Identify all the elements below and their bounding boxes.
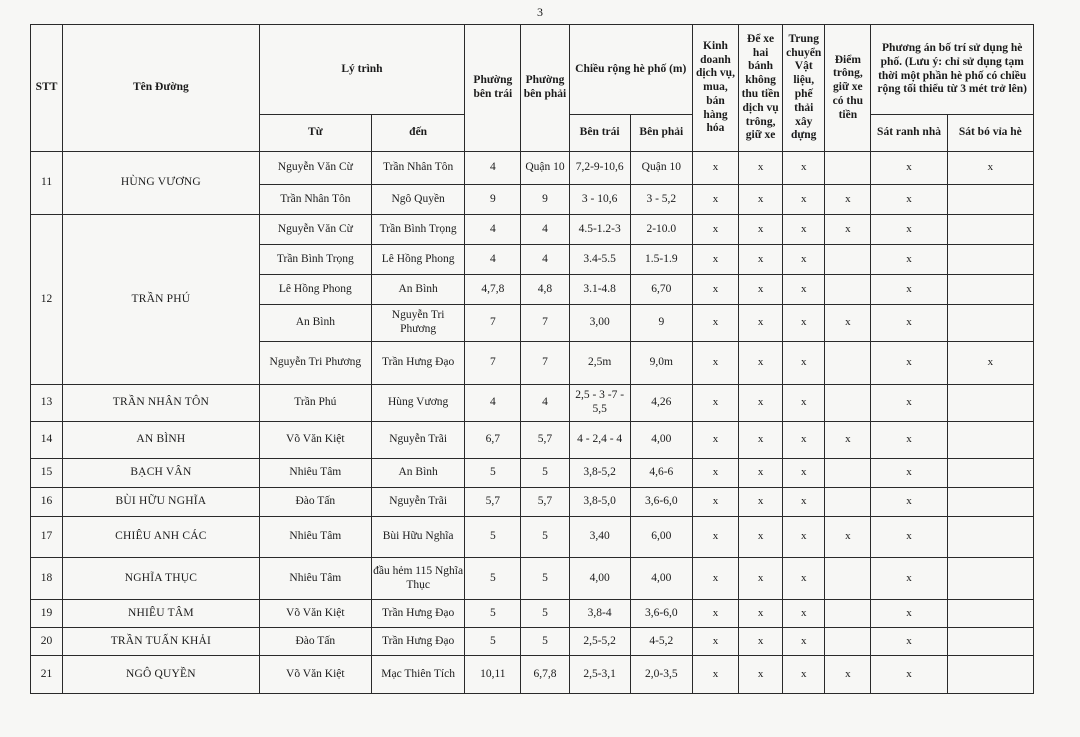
paid-parking-mark <box>825 275 871 305</box>
material-transfer-mark: x <box>783 600 825 628</box>
left-ward: 5 <box>465 459 521 488</box>
business-mark: x <box>692 517 738 558</box>
street-name: BẠCH VÂN <box>63 459 260 488</box>
business-mark: x <box>692 275 738 305</box>
header-material-transfer: Trung chuyển Vật liệu, phế thải xây dựng <box>783 25 825 152</box>
segment-from: Lê Hồng Phong <box>259 275 371 305</box>
material-transfer-mark: x <box>783 628 825 656</box>
header-right-side: Bên phải <box>630 115 692 152</box>
near-curb-mark <box>947 215 1033 245</box>
table-row <box>31 385 1034 422</box>
segment-from: Trần Phú <box>259 385 371 422</box>
right-ward: 5 <box>521 600 569 628</box>
business-mark: x <box>692 558 738 600</box>
segment-from: Nhiêu Tâm <box>259 558 371 600</box>
business-mark: x <box>692 459 738 488</box>
table-row <box>31 558 1034 600</box>
right-width: 3,6-6,0 <box>630 600 692 628</box>
segment-to: Hùng Vương <box>372 385 465 422</box>
business-mark: x <box>692 185 738 215</box>
near-curb-mark <box>947 275 1033 305</box>
near-curb-mark <box>947 422 1033 459</box>
near-house-mark: x <box>871 342 947 385</box>
right-ward: 5 <box>521 517 569 558</box>
street-number: 19 <box>31 600 63 628</box>
left-ward: 4 <box>465 215 521 245</box>
near-curb-mark <box>947 628 1033 656</box>
table-row <box>31 517 1034 558</box>
near-house-mark: x <box>871 152 947 185</box>
near-curb-mark <box>947 558 1033 600</box>
street-name: BÙI HỮU NGHĨA <box>63 488 260 517</box>
right-width: 2-10.0 <box>630 215 692 245</box>
near-curb-mark <box>947 305 1033 342</box>
segment-from: Nguyễn Văn Cừ <box>259 215 371 245</box>
table-row <box>31 488 1034 517</box>
paid-parking-mark <box>825 488 871 517</box>
segment-to: Bùi Hữu Nghĩa <box>372 517 465 558</box>
street-number: 20 <box>31 628 63 656</box>
business-mark: x <box>692 342 738 385</box>
table-row <box>31 152 1034 185</box>
right-width: 3 - 5,2 <box>630 185 692 215</box>
street-name: NHIÊU TÂM <box>63 600 260 628</box>
paid-parking-mark: x <box>825 422 871 459</box>
left-width: 4 - 2,4 - 4 <box>569 422 630 459</box>
segment-to: Trần Bình Trọng <box>372 215 465 245</box>
street-name: NGÔ QUYỀN <box>63 656 260 694</box>
street-number: 21 <box>31 656 63 694</box>
segment-to: Nguyễn Trãi <box>372 422 465 459</box>
left-width: 2,5m <box>569 342 630 385</box>
left-ward: 5 <box>465 628 521 656</box>
paid-parking-mark: x <box>825 656 871 694</box>
right-ward: Quận 10 <box>521 152 569 185</box>
page-number: 3 <box>537 5 543 19</box>
left-width: 4,00 <box>569 558 630 600</box>
near-house-mark: x <box>871 488 947 517</box>
material-transfer-mark: x <box>783 558 825 600</box>
street-number: 18 <box>31 558 63 600</box>
business-mark: x <box>692 152 738 185</box>
table-row <box>31 215 1034 245</box>
sidewalk-usage-table <box>30 24 1034 694</box>
paid-parking-mark <box>825 342 871 385</box>
free-parking-mark: x <box>739 185 783 215</box>
business-mark: x <box>692 656 738 694</box>
left-ward: 5 <box>465 600 521 628</box>
material-transfer-mark: x <box>783 517 825 558</box>
segment-from: Nhiêu Tâm <box>259 517 371 558</box>
table-row <box>31 628 1034 656</box>
free-parking-mark: x <box>739 558 783 600</box>
street-number: 16 <box>31 488 63 517</box>
left-ward: 4,7,8 <box>465 275 521 305</box>
header-right-ward: Phường bên phải <box>521 25 569 152</box>
paid-parking-mark <box>825 628 871 656</box>
segment-to: Nguyễn Tri Phương <box>372 305 465 342</box>
left-ward: 6,7 <box>465 422 521 459</box>
business-mark: x <box>692 488 738 517</box>
business-mark: x <box>692 385 738 422</box>
street-name: CHIÊU ANH CÁC <box>63 517 260 558</box>
near-curb-mark <box>947 656 1033 694</box>
segment-from: Võ Văn Kiệt <box>259 656 371 694</box>
right-width: 9,0m <box>630 342 692 385</box>
header-route: Lý trình <box>259 25 465 115</box>
left-width: 4.5-1.2-3 <box>569 215 630 245</box>
left-width: 3.1-4.8 <box>569 275 630 305</box>
segment-from: Nguyễn Văn Cừ <box>259 152 371 185</box>
business-mark: x <box>692 628 738 656</box>
segment-to: đầu hẻm 115 Nghĩa Thục <box>372 558 465 600</box>
near-curb-mark <box>947 600 1033 628</box>
table-row <box>31 600 1034 628</box>
left-width: 3,8-5,0 <box>569 488 630 517</box>
header-sidewalk-width: Chiều rộng hè phố (m) <box>569 25 692 115</box>
header-to: đến <box>372 115 465 152</box>
near-house-mark: x <box>871 656 947 694</box>
header-free-parking: Để xe hai bánh không thu tiền dịch vụ trông, giữ xe <box>739 25 783 152</box>
near-house-mark: x <box>871 459 947 488</box>
material-transfer-mark: x <box>783 488 825 517</box>
right-ward: 6,7,8 <box>521 656 569 694</box>
street-name: HÙNG VƯƠNG <box>63 152 260 215</box>
paid-parking-mark <box>825 558 871 600</box>
segment-from: Đào Tấn <box>259 628 371 656</box>
right-width: 4-5,2 <box>630 628 692 656</box>
segment-from: Trần Bình Trọng <box>259 245 371 275</box>
right-width: 4,6-6 <box>630 459 692 488</box>
header-from: Từ <box>259 115 371 152</box>
left-width: 2,5 - 3 -7 - 5,5 <box>569 385 630 422</box>
left-ward: 4 <box>465 152 521 185</box>
left-ward: 5,7 <box>465 488 521 517</box>
segment-to: An Bình <box>372 459 465 488</box>
street-name: TRẦN PHÚ <box>63 215 260 385</box>
near-house-mark: x <box>871 215 947 245</box>
material-transfer-mark: x <box>783 152 825 185</box>
material-transfer-mark: x <box>783 275 825 305</box>
right-width: 6,00 <box>630 517 692 558</box>
right-ward: 4 <box>521 245 569 275</box>
near-house-mark: x <box>871 517 947 558</box>
business-mark: x <box>692 245 738 275</box>
header-usage-plan: Phương án bố trí sử dụng hè phố. (Lưu ý: chỉ sử dụng tạm thời một phần hè phố có chiều rộng tối thiểu từ 3 mét trở lên) <box>871 25 1034 115</box>
right-width: 3,6-6,0 <box>630 488 692 517</box>
segment-to: Trần Hưng Đạo <box>372 628 465 656</box>
free-parking-mark: x <box>739 342 783 385</box>
material-transfer-mark: x <box>783 385 825 422</box>
free-parking-mark: x <box>739 656 783 694</box>
material-transfer-mark: x <box>783 422 825 459</box>
free-parking-mark: x <box>739 459 783 488</box>
material-transfer-mark: x <box>783 342 825 385</box>
street-number: 15 <box>31 459 63 488</box>
free-parking-mark: x <box>739 385 783 422</box>
left-ward: 5 <box>465 517 521 558</box>
left-width: 3,40 <box>569 517 630 558</box>
right-ward: 5,7 <box>521 488 569 517</box>
left-ward: 7 <box>465 342 521 385</box>
paid-parking-mark: x <box>825 185 871 215</box>
segment-to: Nguyễn Trãi <box>372 488 465 517</box>
left-width: 3,00 <box>569 305 630 342</box>
left-ward: 7 <box>465 305 521 342</box>
table-row <box>31 656 1034 694</box>
right-ward: 9 <box>521 185 569 215</box>
free-parking-mark: x <box>739 275 783 305</box>
left-width: 3,8-5,2 <box>569 459 630 488</box>
near-house-mark: x <box>871 185 947 215</box>
segment-to: Trần Nhân Tôn <box>372 152 465 185</box>
right-ward: 5 <box>521 459 569 488</box>
segment-to: An Bình <box>372 275 465 305</box>
right-ward: 7 <box>521 305 569 342</box>
paid-parking-mark: x <box>825 517 871 558</box>
segment-to: Trần Hưng Đạo <box>372 600 465 628</box>
paid-parking-mark: x <box>825 215 871 245</box>
street-name: AN BÌNH <box>63 422 260 459</box>
segment-from: Võ Văn Kiệt <box>259 422 371 459</box>
left-ward: 9 <box>465 185 521 215</box>
right-ward: 5 <box>521 558 569 600</box>
right-width: 9 <box>630 305 692 342</box>
street-name: TRẦN TUẤN KHẢI <box>63 628 260 656</box>
material-transfer-mark: x <box>783 185 825 215</box>
segment-to: Lê Hồng Phong <box>372 245 465 275</box>
near-curb-mark: x <box>947 152 1033 185</box>
business-mark: x <box>692 305 738 342</box>
free-parking-mark: x <box>739 517 783 558</box>
near-house-mark: x <box>871 558 947 600</box>
near-curb-mark <box>947 517 1033 558</box>
near-house-mark: x <box>871 385 947 422</box>
business-mark: x <box>692 215 738 245</box>
right-ward: 5,7 <box>521 422 569 459</box>
near-house-mark: x <box>871 628 947 656</box>
table-row <box>31 459 1034 488</box>
header-business: Kinh doanh dịch vụ, mua, bán hàng hóa <box>692 25 738 152</box>
right-ward: 4 <box>521 385 569 422</box>
near-house-mark: x <box>871 275 947 305</box>
street-number: 12 <box>31 215 63 385</box>
segment-from: An Bình <box>259 305 371 342</box>
free-parking-mark: x <box>739 628 783 656</box>
left-ward: 5 <box>465 558 521 600</box>
paid-parking-mark <box>825 600 871 628</box>
near-house-mark: x <box>871 245 947 275</box>
right-ward: 7 <box>521 342 569 385</box>
left-width: 3.4-5.5 <box>569 245 630 275</box>
near-curb-mark <box>947 459 1033 488</box>
street-number: 13 <box>31 385 63 422</box>
free-parking-mark: x <box>739 152 783 185</box>
paid-parking-mark <box>825 245 871 275</box>
left-width: 3,8-4 <box>569 600 630 628</box>
street-number: 11 <box>31 152 63 215</box>
segment-from: Trần Nhân Tôn <box>259 185 371 215</box>
segment-from: Nhiêu Tâm <box>259 459 371 488</box>
header-stt: STT <box>31 25 63 152</box>
near-curb-mark <box>947 245 1033 275</box>
segment-to: Mạc Thiên Tích <box>372 656 465 694</box>
free-parking-mark: x <box>739 245 783 275</box>
right-width: 1.5-1.9 <box>630 245 692 275</box>
paid-parking-mark <box>825 152 871 185</box>
material-transfer-mark: x <box>783 215 825 245</box>
near-curb-mark <box>947 488 1033 517</box>
free-parking-mark: x <box>739 422 783 459</box>
paid-parking-mark <box>825 385 871 422</box>
street-name: TRẦN NHÂN TÔN <box>63 385 260 422</box>
right-width: 4,00 <box>630 422 692 459</box>
right-width: 4,26 <box>630 385 692 422</box>
material-transfer-mark: x <box>783 656 825 694</box>
paid-parking-mark: x <box>825 305 871 342</box>
near-curb-mark <box>947 185 1033 215</box>
table-row <box>31 422 1034 459</box>
business-mark: x <box>692 600 738 628</box>
header-left-ward: Phường bên trái <box>465 25 521 152</box>
street-number: 17 <box>31 517 63 558</box>
header-street-name: Tên Đường <box>63 25 260 152</box>
near-house-mark: x <box>871 422 947 459</box>
left-ward: 4 <box>465 385 521 422</box>
left-ward: 4 <box>465 245 521 275</box>
material-transfer-mark: x <box>783 245 825 275</box>
segment-to: Ngô Quyền <box>372 185 465 215</box>
segment-from: Nguyễn Tri Phương <box>259 342 371 385</box>
left-ward: 10,11 <box>465 656 521 694</box>
business-mark: x <box>692 422 738 459</box>
free-parking-mark: x <box>739 600 783 628</box>
free-parking-mark: x <box>739 215 783 245</box>
free-parking-mark: x <box>739 305 783 342</box>
right-width: 6,70 <box>630 275 692 305</box>
near-curb-mark: x <box>947 342 1033 385</box>
right-width: Quận 10 <box>630 152 692 185</box>
segment-from: Võ Văn Kiệt <box>259 600 371 628</box>
material-transfer-mark: x <box>783 459 825 488</box>
street-number: 14 <box>31 422 63 459</box>
right-ward: 5 <box>521 628 569 656</box>
segment-from: Đào Tấn <box>259 488 371 517</box>
right-ward: 4,8 <box>521 275 569 305</box>
right-ward: 4 <box>521 215 569 245</box>
left-width: 3 - 10,6 <box>569 185 630 215</box>
right-width: 2,0-3,5 <box>630 656 692 694</box>
header-near-curb: Sát bó vỉa hè <box>947 115 1033 152</box>
right-width: 4,00 <box>630 558 692 600</box>
paid-parking-mark <box>825 459 871 488</box>
left-width: 7,2-9-10,6 <box>569 152 630 185</box>
left-width: 2,5-3,1 <box>569 656 630 694</box>
near-house-mark: x <box>871 600 947 628</box>
table-body <box>31 152 1034 694</box>
header-near-house: Sát ranh nhà <box>871 115 947 152</box>
left-width: 2,5-5,2 <box>569 628 630 656</box>
free-parking-mark: x <box>739 488 783 517</box>
material-transfer-mark: x <box>783 305 825 342</box>
near-house-mark: x <box>871 305 947 342</box>
header-paid-parking: Điểm trông, giữ xe có thu tiền <box>825 25 871 152</box>
segment-to: Trần Hưng Đạo <box>372 342 465 385</box>
near-curb-mark <box>947 385 1033 422</box>
street-name: NGHĨA THỤC <box>63 558 260 600</box>
header-left-side: Bên trái <box>569 115 630 152</box>
